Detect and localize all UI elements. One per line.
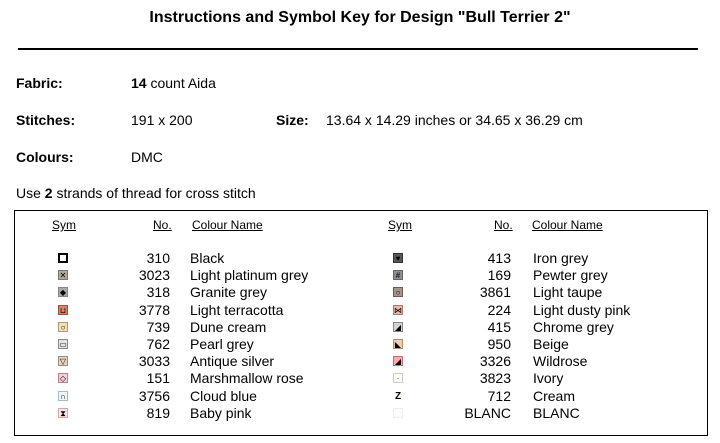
fabric-type: count Aida <box>146 75 216 91</box>
colour-name: Light terracotta <box>190 301 284 318</box>
colour-name: Ivory <box>533 370 564 387</box>
key-row <box>0 370 720 387</box>
colour-name: Pearl grey <box>190 336 254 352</box>
key-row <box>0 319 720 336</box>
colour-name: Granite grey <box>190 284 268 301</box>
colour-name: Light taupe <box>533 284 603 301</box>
dot-icon: · <box>393 373 403 383</box>
size-label: Size: <box>276 112 309 128</box>
key-row <box>0 302 720 319</box>
fabric-label: Fabric: <box>16 75 63 91</box>
header-name-right: Colour Name <box>532 218 603 232</box>
colour-number: 739 <box>146 318 170 335</box>
colour-name: Cloud blue <box>190 387 257 404</box>
colour-number: 3823 <box>479 370 511 387</box>
corner-triangle-icon: ◢ <box>394 357 402 367</box>
key-row <box>0 388 720 405</box>
colour-name: Wildrose <box>533 353 588 370</box>
letter-z-icon: Z <box>394 390 402 401</box>
corner-triangle-icon: ◢ <box>394 322 402 332</box>
triangle-down-icon: ▽ <box>59 357 67 367</box>
cup-icon: ⊔ <box>59 305 67 315</box>
colours-value: DMC <box>131 149 163 165</box>
colour-number: BLANC <box>464 404 511 421</box>
colour-number: 3023 <box>138 267 170 284</box>
colours-label: Colours: <box>16 149 74 165</box>
strands-pre: Use <box>16 185 45 201</box>
header-name-left: Colour Name <box>192 218 263 232</box>
strands-note <box>16 185 256 201</box>
bowtie-icon: ⋈ <box>394 305 402 315</box>
hourglass-icon: ⧗ <box>58 408 68 418</box>
rectangle-icon: ▭ <box>59 340 67 349</box>
header-sym-left: Sym <box>52 218 76 232</box>
colour-name: Light dusty pink <box>533 301 631 318</box>
fabric-count: 14 <box>131 75 147 91</box>
colour-number: 3861 <box>479 284 511 301</box>
hash-icon: # <box>393 270 403 280</box>
arch-icon: ∩ <box>58 391 68 401</box>
colour-number: 415 <box>487 318 511 335</box>
page-title: Instructions and Symbol Key for Design "Bull Terrier 2" <box>149 9 571 26</box>
colour-number: 224 <box>487 301 511 318</box>
colour-name: Cream <box>533 387 576 404</box>
key-row <box>0 336 720 353</box>
colour-number: 318 <box>146 284 170 301</box>
stitches-label: Stitches: <box>16 112 76 128</box>
corner-triangle-icon: ◣ <box>394 340 402 349</box>
heart-icon: ♥ <box>393 253 403 263</box>
stitches-value: 191 x 200 <box>131 112 193 128</box>
colour-name: Antique silver <box>190 353 275 370</box>
circle-icon: ○ <box>393 287 403 297</box>
colour-number: 169 <box>487 267 511 284</box>
colour-name: BLANC <box>533 404 580 421</box>
colour-number: 712 <box>487 387 511 404</box>
strands-post: strands of thread for cross stitch <box>52 185 256 201</box>
colour-name: Chrome grey <box>533 318 614 335</box>
colour-name: Pewter grey <box>533 267 608 284</box>
header-no-right: No. <box>494 218 513 232</box>
key-row <box>0 405 720 422</box>
colour-name: Light platinum grey <box>190 267 309 284</box>
key-row <box>0 267 720 284</box>
divider <box>18 48 698 50</box>
size-value: 13.64 x 14.29 inches or 34.65 x 36.29 cm <box>326 112 583 128</box>
colour-number: 950 <box>487 336 511 352</box>
diamond-outline-icon: ◇ <box>59 374 67 384</box>
colour-name: Marshmallow rose <box>190 370 304 387</box>
colour-number: 413 <box>487 250 511 266</box>
colour-name: Dune cream <box>190 318 267 335</box>
colour-number: 819 <box>146 404 170 421</box>
colour-number: 3778 <box>138 301 170 318</box>
colour-number: 151 <box>146 370 170 387</box>
key-row <box>0 353 720 370</box>
colour-name: Beige <box>533 336 569 352</box>
circle-icon: ○ <box>58 322 68 332</box>
x-icon: ✕ <box>59 271 67 281</box>
colour-number: 3756 <box>138 387 170 404</box>
colour-name: Iron grey <box>533 250 589 266</box>
colour-number: 3033 <box>138 353 170 370</box>
header-sym-right: Sym <box>388 218 412 232</box>
colour-number: 3326 <box>479 353 511 370</box>
header-no-left: No. <box>153 218 172 232</box>
colour-number: 762 <box>146 336 170 352</box>
key-row <box>0 284 720 301</box>
colour-name: Baby pink <box>190 404 252 421</box>
strands-count: 2 <box>44 185 53 201</box>
colour-name: Black <box>190 250 225 266</box>
diamond-icon: ◆ <box>59 288 67 298</box>
key-row <box>0 250 720 267</box>
blank-icon <box>393 408 403 418</box>
colour-number: 310 <box>146 250 170 266</box>
fabric-value <box>131 75 216 91</box>
